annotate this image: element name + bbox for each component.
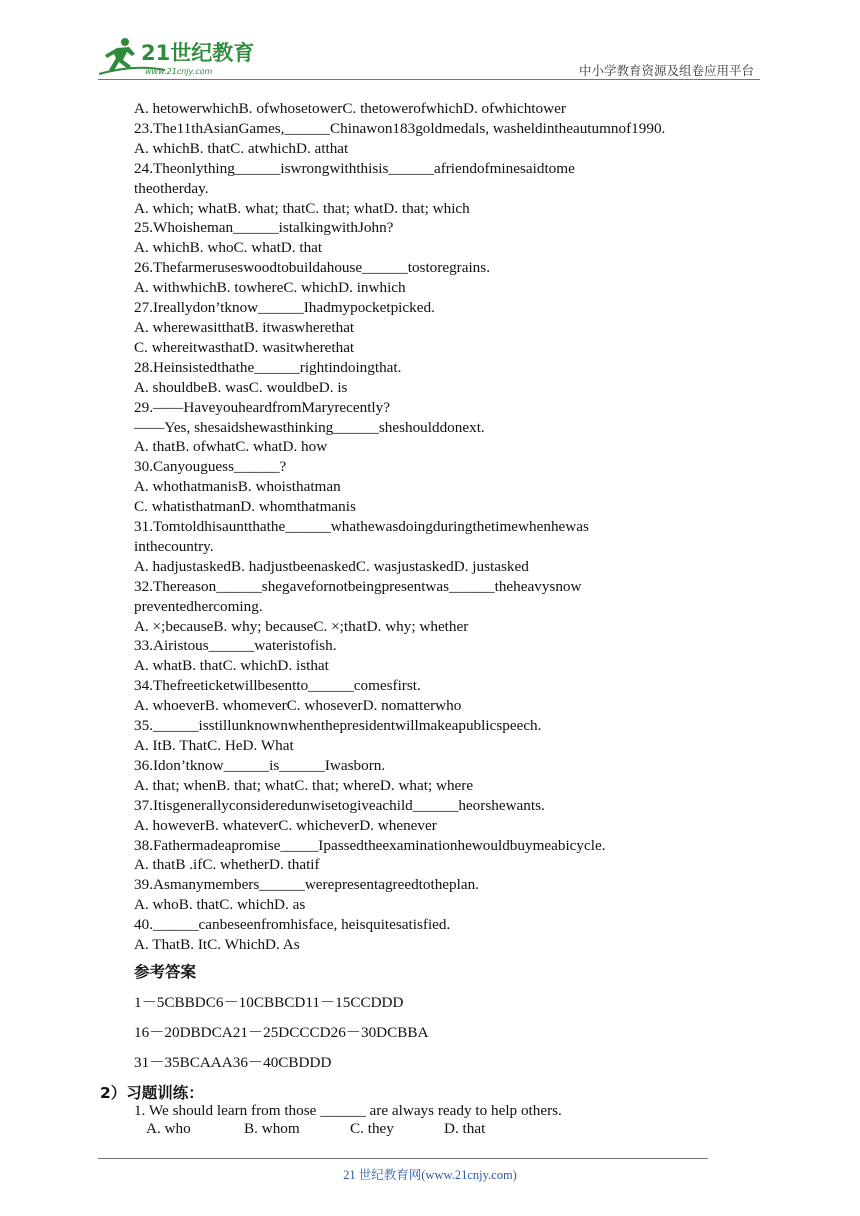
text-line: ——Yes, shesaidshewasthinking______sheshoulddonext. [134, 418, 485, 436]
text-line: A. hetowerwhichB. ofwhosetowerC. thetowerofwhichD. ofwhichtower [134, 100, 566, 117]
header-platform-title: 中小学教育资源及组卷应用平台 [578, 63, 754, 78]
text-line: A. hadjustaskedB. hadjustbeenaskedC. wasjustaskedD. justasked [134, 557, 529, 575]
text-line: A. which; whatB. what; thatC. that; whatD. that; which [134, 199, 470, 217]
option-a: A. who [146, 1120, 191, 1137]
header-divider [98, 79, 760, 80]
section-title: 2）习题训练： [100, 1084, 204, 1102]
text-line: 25.Whoisheman______istalkingwithJohn? [134, 219, 394, 237]
option-d: D. that [444, 1120, 486, 1137]
text-line: A. thatB .ifC. whetherD. thatif [134, 856, 320, 874]
text-line: A. withwhichB. towhereC. whichD. inwhich [134, 279, 406, 297]
text-line: 34.Thefreeticketwillbesentto______comesfirst. [134, 677, 421, 695]
text-line: 30.Canyouguess______? [134, 458, 287, 476]
text-line: 39.Asmanymembers______werepresentagreedtotheplan. [134, 876, 479, 894]
question-list [134, 99, 774, 955]
site-logo [95, 34, 265, 78]
logo-text: 21世纪教育 [141, 41, 255, 65]
answer-key-title: 参考答案 [134, 963, 197, 981]
logo-url: www.21cnjy.com [145, 67, 213, 76]
text-line: 31.Tomtoldhisauntthathe______whathewasdoingduringthetimewhenhewas [134, 518, 589, 536]
text-line: A. thatB. ofwhatC. whatD. how [134, 438, 328, 456]
text-line: A. ItB. ThatC. HeD. What [134, 737, 294, 754]
text-line: A. that; whenB. that; whatC. that; whereD. what; where [134, 776, 474, 794]
text-line: C. whereitwasthatD. wasitwherethat [134, 338, 355, 356]
text-line: 32.Thereason______shegavefornotbeingpresentwas______theheavysnow [134, 577, 582, 595]
text-line: 29.——HaveyouheardfromMaryrecently? [134, 398, 390, 416]
answer-line: 31－35BCAAA36－40CBDDD [134, 1054, 332, 1071]
text-line: A. whothatmanisB. whoisthatman [134, 478, 341, 496]
text-line: A. howeverB. whateverC. whicheverD. whenever [134, 816, 437, 834]
text-line: C. whatisthatmanD. whomthatmanis [134, 498, 356, 516]
option-b: B. whom [244, 1120, 300, 1137]
text-line: 26.Thefarmeruseswoodtobuildahouse______tostoregrains. [134, 259, 490, 277]
text-line: A. whichB. thatC. atwhichD. atthat [134, 139, 349, 157]
text-line: A. shouldbeB. wasC. wouldbeD. is [134, 378, 348, 396]
option-c: C. they [350, 1120, 394, 1137]
text-line: A. whichB. whoC. whatD. that [134, 239, 323, 257]
exercise-question: 1. We should learn from those ______ are always ready to help others. [134, 1102, 562, 1119]
text-line: A. wherewasitthatB. itwaswherethat [134, 318, 355, 336]
text-line: inthecountry. [134, 537, 214, 555]
text-line: theotherday. [134, 179, 209, 197]
text-line: 27.Ireallydon’tknow______Ihadmypocketpicked. [134, 299, 435, 317]
footer-link[interactable]: 21 世纪教育网(www.21cnjy.com) [343, 1168, 517, 1182]
text-line: 36.Idon’tknow______is______Iwasborn. [134, 756, 386, 774]
text-line: 23.The11thAsianGames,______Chinawon183goldmedals, washeldintheautumnof1990. [134, 119, 666, 137]
text-line: 28.Heinsistedthathe______rightindoingthat. [134, 358, 402, 376]
exercise-options [146, 1120, 485, 1138]
text-line: 38.Fathermadeapromise_____Ipassedtheexaminationhewouldbuymeabicycle. [134, 836, 606, 854]
footer-divider [98, 1158, 708, 1159]
text-line: A. whatB. thatC. whichD. isthat [134, 657, 329, 675]
text-line: 24.Theonlything______iswrongwiththisis______afriendofminesaidtome [134, 159, 575, 177]
text-line: A. whoeverB. whomeverC. whoseverD. nomatterwho [134, 697, 462, 715]
text-line: A. ThatB. ItC. WhichD. As [134, 936, 300, 954]
answer-line: 16－20DBDCA21－25DCCCD26－30DCBBA [134, 1024, 429, 1041]
answer-line: 1－5CBBDC6－10CBBCD11－15CCDDD [134, 994, 404, 1011]
text-line: 40.______canbeseenfromhisface, heisquitesatisfied. [134, 916, 451, 934]
text-line: A. whoB. thatC. whichD. as [134, 896, 306, 914]
text-line: 35.______isstillunknownwhenthepresidentwillmakeapublicspeech. [134, 717, 542, 735]
text-line: 37.Itisgenerallyconsideredunwisetogiveachild______heorshewants. [134, 796, 545, 814]
text-line: 33.Airistous______wateristofish. [134, 637, 337, 655]
text-line: A. ×;becauseB. why; becauseC. ×;thatD. why; whether [134, 617, 469, 635]
text-line: preventedhercoming. [134, 597, 263, 615]
